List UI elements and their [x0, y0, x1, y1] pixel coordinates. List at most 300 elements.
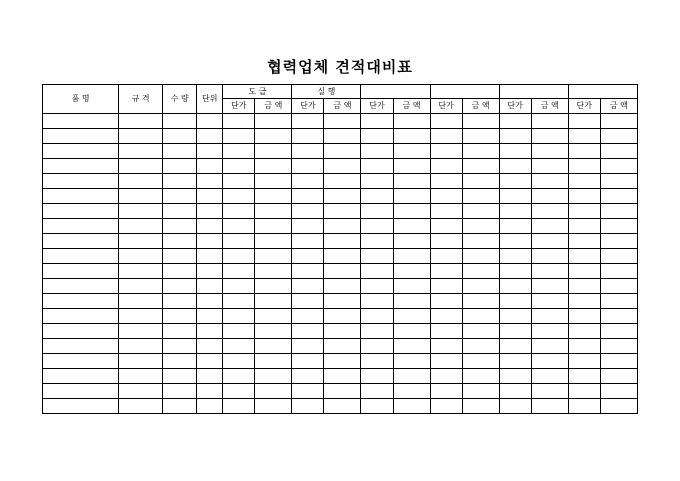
table-cell[interactable]	[361, 234, 393, 249]
table-cell[interactable]	[255, 174, 292, 189]
table-cell[interactable]	[163, 339, 197, 354]
table-cell[interactable]	[119, 189, 163, 204]
table-cell[interactable]	[324, 309, 361, 324]
table-cell[interactable]	[600, 219, 637, 234]
table-cell[interactable]	[255, 264, 292, 279]
table-cell[interactable]	[223, 249, 255, 264]
table-cell[interactable]	[119, 369, 163, 384]
table-cell[interactable]	[43, 264, 119, 279]
table-cell[interactable]	[499, 114, 531, 129]
table-cell[interactable]	[255, 204, 292, 219]
table-cell[interactable]	[462, 384, 499, 399]
table-cell[interactable]	[531, 129, 568, 144]
table-cell[interactable]	[163, 369, 197, 384]
table-cell[interactable]	[197, 399, 223, 414]
table-cell[interactable]	[531, 279, 568, 294]
table-cell[interactable]	[568, 204, 600, 219]
table-cell[interactable]	[393, 354, 430, 369]
table-cell[interactable]	[361, 354, 393, 369]
table-cell[interactable]	[361, 249, 393, 264]
table-cell[interactable]	[600, 309, 637, 324]
table-cell[interactable]	[163, 354, 197, 369]
table-cell[interactable]	[430, 114, 462, 129]
table-cell[interactable]	[568, 354, 600, 369]
table-cell[interactable]	[324, 234, 361, 249]
table-cell[interactable]	[255, 189, 292, 204]
table-cell[interactable]	[462, 324, 499, 339]
table-cell[interactable]	[600, 339, 637, 354]
table-cell[interactable]	[324, 204, 361, 219]
table-cell[interactable]	[223, 279, 255, 294]
table-cell[interactable]	[393, 279, 430, 294]
table-cell[interactable]	[119, 264, 163, 279]
table-cell[interactable]	[531, 114, 568, 129]
table-cell[interactable]	[462, 174, 499, 189]
table-cell[interactable]	[499, 399, 531, 414]
table-cell[interactable]	[430, 264, 462, 279]
table-cell[interactable]	[43, 144, 119, 159]
table-cell[interactable]	[255, 324, 292, 339]
table-cell[interactable]	[430, 324, 462, 339]
table-cell[interactable]	[361, 189, 393, 204]
table-cell[interactable]	[223, 219, 255, 234]
table-cell[interactable]	[163, 294, 197, 309]
table-cell[interactable]	[197, 219, 223, 234]
table-cell[interactable]	[430, 339, 462, 354]
table-cell[interactable]	[531, 144, 568, 159]
table-cell[interactable]	[223, 114, 255, 129]
table-cell[interactable]	[531, 309, 568, 324]
table-cell[interactable]	[163, 129, 197, 144]
table-cell[interactable]	[324, 369, 361, 384]
table-cell[interactable]	[531, 249, 568, 264]
table-cell[interactable]	[197, 264, 223, 279]
table-cell[interactable]	[531, 369, 568, 384]
table-cell[interactable]	[430, 399, 462, 414]
table-cell[interactable]	[43, 114, 119, 129]
table-cell[interactable]	[393, 399, 430, 414]
table-cell[interactable]	[255, 114, 292, 129]
table-cell[interactable]	[393, 324, 430, 339]
table-cell[interactable]	[292, 354, 324, 369]
table-cell[interactable]	[43, 159, 119, 174]
table-cell[interactable]	[499, 159, 531, 174]
table-cell[interactable]	[531, 204, 568, 219]
table-cell[interactable]	[393, 144, 430, 159]
table-cell[interactable]	[531, 354, 568, 369]
table-cell[interactable]	[430, 219, 462, 234]
table-cell[interactable]	[255, 249, 292, 264]
table-cell[interactable]	[568, 249, 600, 264]
table-cell[interactable]	[197, 189, 223, 204]
table-cell[interactable]	[568, 159, 600, 174]
table-cell[interactable]	[462, 339, 499, 354]
table-cell[interactable]	[292, 309, 324, 324]
table-cell[interactable]	[393, 204, 430, 219]
table-cell[interactable]	[568, 114, 600, 129]
table-cell[interactable]	[119, 249, 163, 264]
table-cell[interactable]	[361, 369, 393, 384]
table-cell[interactable]	[568, 234, 600, 249]
table-cell[interactable]	[361, 144, 393, 159]
table-cell[interactable]	[430, 354, 462, 369]
table-cell[interactable]	[600, 204, 637, 219]
table-cell[interactable]	[43, 294, 119, 309]
table-cell[interactable]	[600, 189, 637, 204]
table-cell[interactable]	[361, 114, 393, 129]
table-cell[interactable]	[568, 369, 600, 384]
table-cell[interactable]	[223, 159, 255, 174]
table-cell[interactable]	[499, 129, 531, 144]
table-cell[interactable]	[393, 159, 430, 174]
table-cell[interactable]	[462, 219, 499, 234]
table-cell[interactable]	[568, 144, 600, 159]
table-cell[interactable]	[223, 129, 255, 144]
table-cell[interactable]	[119, 294, 163, 309]
table-cell[interactable]	[499, 264, 531, 279]
table-cell[interactable]	[163, 144, 197, 159]
table-cell[interactable]	[393, 114, 430, 129]
table-cell[interactable]	[430, 294, 462, 309]
table-cell[interactable]	[361, 399, 393, 414]
table-cell[interactable]	[163, 174, 197, 189]
table-cell[interactable]	[324, 159, 361, 174]
table-cell[interactable]	[43, 234, 119, 249]
table-cell[interactable]	[119, 174, 163, 189]
table-cell[interactable]	[499, 384, 531, 399]
table-cell[interactable]	[600, 129, 637, 144]
table-cell[interactable]	[43, 369, 119, 384]
table-cell[interactable]	[600, 144, 637, 159]
table-cell[interactable]	[430, 159, 462, 174]
table-cell[interactable]	[223, 264, 255, 279]
table-cell[interactable]	[531, 384, 568, 399]
table-cell[interactable]	[223, 324, 255, 339]
table-cell[interactable]	[462, 144, 499, 159]
table-cell[interactable]	[499, 249, 531, 264]
table-cell[interactable]	[430, 129, 462, 144]
table-cell[interactable]	[600, 354, 637, 369]
table-cell[interactable]	[499, 324, 531, 339]
table-cell[interactable]	[255, 234, 292, 249]
table-cell[interactable]	[223, 204, 255, 219]
table-cell[interactable]	[324, 114, 361, 129]
table-cell[interactable]	[255, 144, 292, 159]
table-cell[interactable]	[119, 114, 163, 129]
table-cell[interactable]	[568, 174, 600, 189]
table-cell[interactable]	[600, 324, 637, 339]
table-cell[interactable]	[568, 264, 600, 279]
table-cell[interactable]	[462, 204, 499, 219]
table-cell[interactable]	[361, 384, 393, 399]
table-cell[interactable]	[292, 234, 324, 249]
table-cell[interactable]	[600, 369, 637, 384]
table-cell[interactable]	[324, 249, 361, 264]
table-cell[interactable]	[163, 324, 197, 339]
table-cell[interactable]	[600, 234, 637, 249]
table-cell[interactable]	[568, 279, 600, 294]
table-cell[interactable]	[568, 384, 600, 399]
table-cell[interactable]	[119, 309, 163, 324]
table-cell[interactable]	[361, 339, 393, 354]
table-cell[interactable]	[568, 309, 600, 324]
table-cell[interactable]	[292, 339, 324, 354]
table-cell[interactable]	[361, 159, 393, 174]
table-cell[interactable]	[119, 204, 163, 219]
table-cell[interactable]	[393, 264, 430, 279]
table-cell[interactable]	[255, 129, 292, 144]
table-cell[interactable]	[324, 384, 361, 399]
table-cell[interactable]	[197, 324, 223, 339]
table-cell[interactable]	[223, 174, 255, 189]
table-cell[interactable]	[324, 339, 361, 354]
table-cell[interactable]	[292, 369, 324, 384]
table-cell[interactable]	[462, 249, 499, 264]
table-cell[interactable]	[43, 309, 119, 324]
table-cell[interactable]	[119, 279, 163, 294]
table-cell[interactable]	[600, 399, 637, 414]
table-cell[interactable]	[197, 159, 223, 174]
table-cell[interactable]	[462, 354, 499, 369]
table-cell[interactable]	[462, 309, 499, 324]
table-cell[interactable]	[43, 399, 119, 414]
table-cell[interactable]	[197, 129, 223, 144]
table-cell[interactable]	[223, 294, 255, 309]
table-cell[interactable]	[119, 219, 163, 234]
table-cell[interactable]	[197, 204, 223, 219]
table-cell[interactable]	[393, 309, 430, 324]
table-cell[interactable]	[197, 339, 223, 354]
table-cell[interactable]	[223, 354, 255, 369]
table-cell[interactable]	[292, 114, 324, 129]
table-cell[interactable]	[568, 399, 600, 414]
table-cell[interactable]	[499, 144, 531, 159]
table-cell[interactable]	[292, 294, 324, 309]
table-cell[interactable]	[499, 309, 531, 324]
table-cell[interactable]	[462, 159, 499, 174]
table-cell[interactable]	[600, 249, 637, 264]
table-cell[interactable]	[361, 309, 393, 324]
table-cell[interactable]	[531, 234, 568, 249]
table-cell[interactable]	[531, 219, 568, 234]
table-cell[interactable]	[600, 384, 637, 399]
table-cell[interactable]	[197, 174, 223, 189]
table-cell[interactable]	[163, 159, 197, 174]
table-cell[interactable]	[197, 144, 223, 159]
table-cell[interactable]	[223, 234, 255, 249]
table-cell[interactable]	[119, 144, 163, 159]
table-cell[interactable]	[430, 174, 462, 189]
table-cell[interactable]	[163, 384, 197, 399]
table-cell[interactable]	[393, 294, 430, 309]
table-cell[interactable]	[163, 399, 197, 414]
table-cell[interactable]	[43, 174, 119, 189]
table-cell[interactable]	[163, 219, 197, 234]
table-cell[interactable]	[462, 189, 499, 204]
table-cell[interactable]	[568, 294, 600, 309]
table-cell[interactable]	[462, 129, 499, 144]
table-cell[interactable]	[568, 339, 600, 354]
table-cell[interactable]	[568, 324, 600, 339]
table-cell[interactable]	[43, 189, 119, 204]
table-cell[interactable]	[324, 279, 361, 294]
table-cell[interactable]	[324, 294, 361, 309]
table-cell[interactable]	[255, 384, 292, 399]
table-cell[interactable]	[600, 159, 637, 174]
table-cell[interactable]	[393, 369, 430, 384]
table-cell[interactable]	[223, 339, 255, 354]
table-cell[interactable]	[430, 279, 462, 294]
table-cell[interactable]	[119, 129, 163, 144]
table-cell[interactable]	[119, 384, 163, 399]
table-cell[interactable]	[393, 174, 430, 189]
table-cell[interactable]	[462, 369, 499, 384]
table-cell[interactable]	[163, 234, 197, 249]
table-cell[interactable]	[600, 114, 637, 129]
table-cell[interactable]	[324, 174, 361, 189]
table-cell[interactable]	[163, 114, 197, 129]
table-cell[interactable]	[119, 234, 163, 249]
table-cell[interactable]	[600, 264, 637, 279]
table-cell[interactable]	[43, 219, 119, 234]
table-cell[interactable]	[43, 279, 119, 294]
table-cell[interactable]	[197, 279, 223, 294]
table-cell[interactable]	[499, 234, 531, 249]
table-cell[interactable]	[462, 279, 499, 294]
table-cell[interactable]	[600, 279, 637, 294]
table-cell[interactable]	[292, 129, 324, 144]
table-cell[interactable]	[393, 234, 430, 249]
table-cell[interactable]	[568, 129, 600, 144]
table-cell[interactable]	[43, 249, 119, 264]
table-cell[interactable]	[119, 399, 163, 414]
table-cell[interactable]	[430, 204, 462, 219]
table-cell[interactable]	[393, 339, 430, 354]
table-cell[interactable]	[119, 324, 163, 339]
table-cell[interactable]	[361, 219, 393, 234]
table-cell[interactable]	[255, 219, 292, 234]
table-cell[interactable]	[197, 249, 223, 264]
table-cell[interactable]	[163, 264, 197, 279]
table-cell[interactable]	[499, 369, 531, 384]
table-cell[interactable]	[255, 354, 292, 369]
table-cell[interactable]	[197, 234, 223, 249]
table-cell[interactable]	[292, 219, 324, 234]
table-cell[interactable]	[499, 339, 531, 354]
table-cell[interactable]	[119, 339, 163, 354]
table-cell[interactable]	[462, 294, 499, 309]
table-cell[interactable]	[197, 114, 223, 129]
table-cell[interactable]	[163, 189, 197, 204]
table-cell[interactable]	[531, 189, 568, 204]
table-cell[interactable]	[292, 384, 324, 399]
table-cell[interactable]	[499, 189, 531, 204]
table-cell[interactable]	[163, 204, 197, 219]
table-cell[interactable]	[462, 264, 499, 279]
table-cell[interactable]	[499, 279, 531, 294]
table-cell[interactable]	[600, 294, 637, 309]
table-cell[interactable]	[223, 189, 255, 204]
table-cell[interactable]	[255, 339, 292, 354]
table-cell[interactable]	[324, 354, 361, 369]
table-cell[interactable]	[223, 384, 255, 399]
table-cell[interactable]	[499, 174, 531, 189]
table-cell[interactable]	[499, 354, 531, 369]
table-cell[interactable]	[324, 264, 361, 279]
table-cell[interactable]	[393, 189, 430, 204]
table-cell[interactable]	[531, 294, 568, 309]
table-cell[interactable]	[393, 384, 430, 399]
table-cell[interactable]	[292, 174, 324, 189]
table-cell[interactable]	[292, 249, 324, 264]
table-cell[interactable]	[361, 279, 393, 294]
table-cell[interactable]	[43, 324, 119, 339]
table-cell[interactable]	[361, 129, 393, 144]
table-cell[interactable]	[531, 324, 568, 339]
table-cell[interactable]	[43, 354, 119, 369]
table-cell[interactable]	[43, 384, 119, 399]
table-cell[interactable]	[197, 309, 223, 324]
table-cell[interactable]	[197, 354, 223, 369]
table-cell[interactable]	[324, 129, 361, 144]
table-cell[interactable]	[430, 369, 462, 384]
table-cell[interactable]	[531, 159, 568, 174]
table-cell[interactable]	[255, 159, 292, 174]
table-cell[interactable]	[163, 309, 197, 324]
table-cell[interactable]	[163, 249, 197, 264]
table-cell[interactable]	[223, 399, 255, 414]
table-cell[interactable]	[255, 369, 292, 384]
table-cell[interactable]	[568, 189, 600, 204]
table-cell[interactable]	[255, 294, 292, 309]
table-cell[interactable]	[499, 204, 531, 219]
table-cell[interactable]	[255, 309, 292, 324]
table-cell[interactable]	[462, 234, 499, 249]
table-cell[interactable]	[430, 144, 462, 159]
table-cell[interactable]	[223, 369, 255, 384]
table-cell[interactable]	[324, 219, 361, 234]
table-cell[interactable]	[531, 339, 568, 354]
table-cell[interactable]	[430, 249, 462, 264]
table-cell[interactable]	[361, 324, 393, 339]
table-cell[interactable]	[292, 159, 324, 174]
table-cell[interactable]	[223, 144, 255, 159]
table-cell[interactable]	[292, 279, 324, 294]
table-cell[interactable]	[430, 234, 462, 249]
table-cell[interactable]	[255, 279, 292, 294]
table-cell[interactable]	[324, 324, 361, 339]
table-cell[interactable]	[499, 294, 531, 309]
table-cell[interactable]	[393, 219, 430, 234]
table-cell[interactable]	[531, 264, 568, 279]
table-cell[interactable]	[361, 204, 393, 219]
table-cell[interactable]	[197, 384, 223, 399]
table-cell[interactable]	[361, 264, 393, 279]
table-cell[interactable]	[531, 174, 568, 189]
table-cell[interactable]	[43, 339, 119, 354]
table-cell[interactable]	[292, 264, 324, 279]
table-cell[interactable]	[292, 189, 324, 204]
table-cell[interactable]	[600, 174, 637, 189]
table-cell[interactable]	[292, 324, 324, 339]
table-cell[interactable]	[43, 129, 119, 144]
table-cell[interactable]	[324, 189, 361, 204]
table-cell[interactable]	[197, 369, 223, 384]
table-cell[interactable]	[430, 384, 462, 399]
table-cell[interactable]	[163, 279, 197, 294]
table-cell[interactable]	[292, 204, 324, 219]
table-cell[interactable]	[393, 129, 430, 144]
